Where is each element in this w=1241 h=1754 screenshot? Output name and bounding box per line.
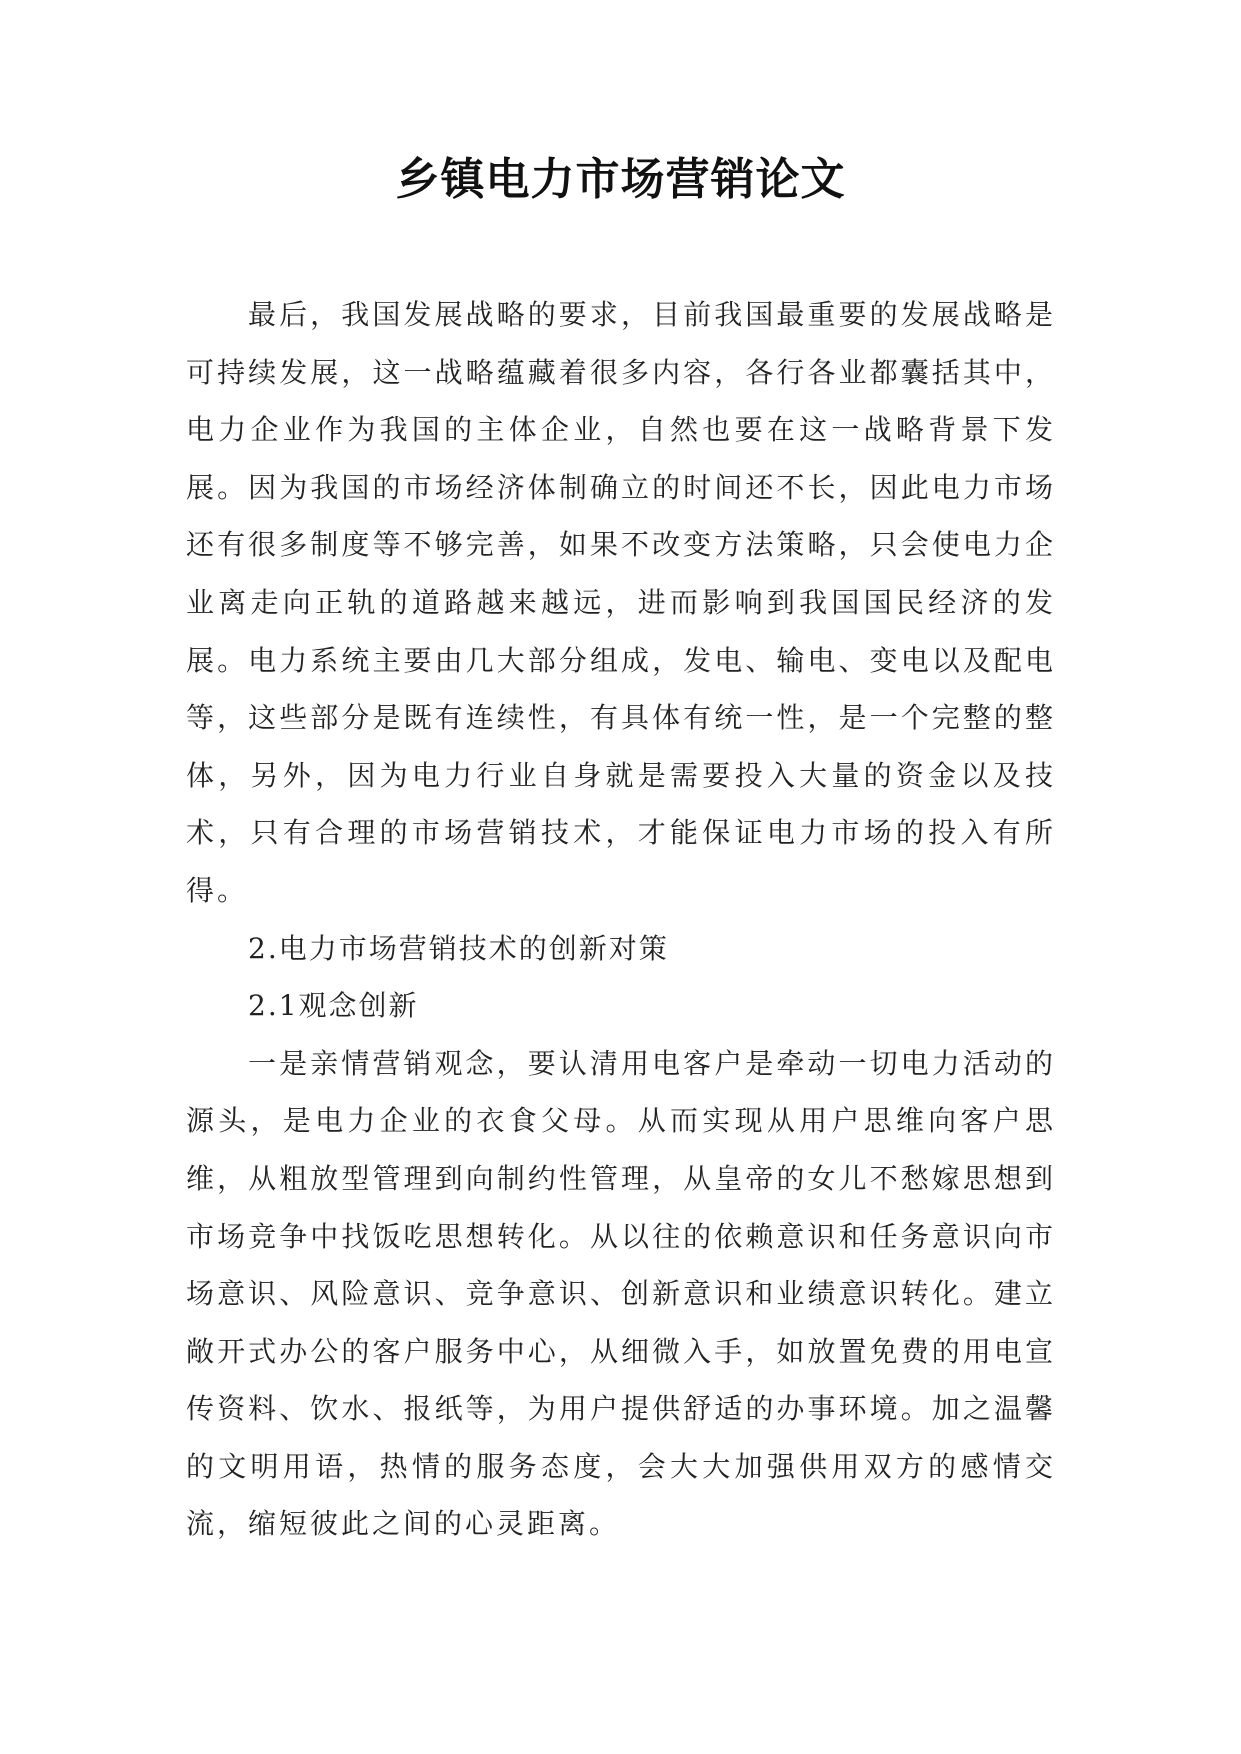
document-body (186, 286, 1056, 1553)
subsection-heading: 2.1观念创新 (248, 989, 419, 1023)
paragraph-concept-innovation: 一是亲情营销观念，要认清用电客户是牵动一切电力活动的源头，是电力企业的衣食父母。从而实现从用户思维向客户思维，从粗放型管理到向制约性管理，从皇帝的女儿不愁嫁思想到市场竞争中找饭吃思想转化。从以往的依赖意识和任务意识向市场意识、风险意识、竞争意识、创新意识和业绩意识转化。建立敞开式办公的客户服务中心，从细微入手，如放置免费的用电宣传资料、饮水、报纸等，为用户提供舒适的办事环境。加之温馨的文明用语，热情的服务态度，会大大加强供用双方的感情交流，缩短彼此之间的心灵距离。 (186, 1046, 1056, 1541)
document-title: 乡镇电力市场营销论文 (395, 154, 846, 205)
paragraph-development-strategy: 最后，我国发展战略的要求，目前我国最重要的发展战略是可持续发展，这一战略蕴藏着很多内容，各行各业都囊括其中，电力企业作为我国的主体企业，自然也要在这一战略背景下发展。因为我国的市场经济体制确立的时间还不长，因此电力市场还有很多制度等不够完善，如果不改变方法策略，只会使电力企业离走向正轨的道路越来越远，进而影响到我国国民经济的发展。电力系统主要由几大部分组成，发电、输电、变电以及配电等，这些部分是既有连续性，有具体有统一性，是一个完整的整体，另外，因为电力行业自身就是需要投入大量的资金以及技术，只有合理的市场营销技术，才能保证电力市场的投入有所得。 (186, 298, 1056, 907)
section-heading: 2.电力市场营销技术的创新对策 (248, 931, 669, 965)
